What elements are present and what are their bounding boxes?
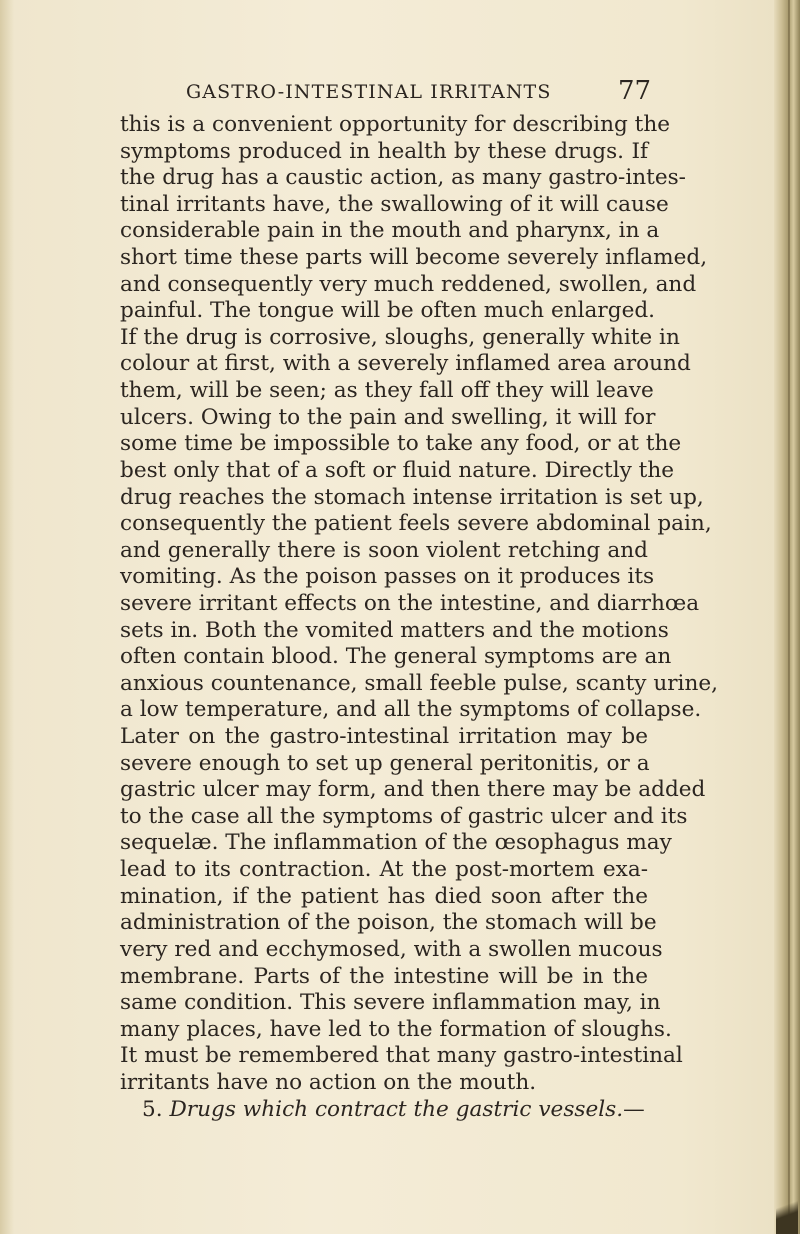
section-heading: Drugs which contract the gastric vessels. (169, 1096, 624, 1122)
section-dash: — (623, 1096, 645, 1122)
text-line: drug reaches the stomach intense irritation is set up, (120, 484, 704, 510)
section-heading-line (120, 1097, 648, 1124)
text-line: this is a convenient opportunity for describing the (120, 112, 671, 137)
text-line: and consequently very much reddened, swollen, and (120, 271, 697, 297)
text-line: very red and ecchymosed, with a swollen mucous (120, 936, 663, 962)
text-line: membrane. Parts of the intestine will be in the (120, 963, 648, 989)
text-line: short time these parts will become severely inflamed, (120, 245, 708, 271)
text-line: symptoms produced in health by these drugs. If (120, 138, 648, 164)
spine-fold-line (788, 0, 790, 1234)
text-line: considerable pain in the mouth and pharynx, in a (120, 218, 660, 244)
text-line: Later on the gastro-intestinal irritation may be (120, 724, 648, 750)
text-line: It must be remembered that many gastro-intestinal (120, 1043, 683, 1069)
text-line: anxious countenance, small feeble pulse, scanty urine, (120, 670, 719, 696)
text-line: many places, have led to the formation of sloughs. (120, 1016, 672, 1042)
text-line: best only that of a soft or fluid nature. Directly the (120, 457, 675, 483)
text-line: mination, if the patient has died soon after the (120, 883, 648, 909)
spine-corner-shadow (776, 1186, 798, 1234)
text-line: administration of the poison, the stomach will be (120, 910, 657, 936)
text-line: lead to its contraction. At the post-mortem exa- (120, 857, 648, 883)
text-line: colour at first, with a severely inflamed area around (120, 351, 691, 377)
text-line: some time be impossible to take any food, or at the (120, 431, 682, 457)
text-line: and generally there is soon violent retching and (120, 537, 648, 563)
body-text (120, 112, 719, 1123)
running-title: GASTRO-INTESTINAL IRRITANTS (186, 81, 552, 103)
text-line: same condition. This severe inflammation may, in (120, 990, 661, 1016)
text-line: severe irritant effects on the intestine, and diarrhœa (120, 590, 700, 616)
text-line: the drug has a caustic action, as many gastro-intes- (120, 165, 686, 191)
section-number: 5. (142, 1096, 163, 1122)
page-number: 77 (618, 76, 652, 106)
text-line: If the drug is corrosive, sloughs, generally white in (120, 324, 680, 350)
text-line: to the case all the symptoms of gastric ulcer and its (120, 803, 688, 829)
text-line: sets in. Both the vomited matters and the motions (120, 617, 669, 643)
text-line: tinal irritants have, the swallowing of it will cause (120, 191, 669, 217)
text-line: gastric ulcer may form, and then there may be added (120, 777, 706, 803)
page-header (0, 78, 800, 108)
text-line: severe enough to set up general peritonitis, or a (120, 750, 650, 776)
text-line: ulcers. Owing to the pain and swelling, it will for (120, 404, 656, 430)
text-line: often contain blood. The general symptoms are an (120, 644, 672, 670)
text-line: vomiting. As the poison passes on it produces its (120, 564, 655, 590)
text-line: painful. The tongue will be often much enlarged. (120, 298, 656, 324)
text-line: a low temperature, and all the symptoms of collapse. (120, 697, 702, 723)
text-line: them, will be seen; as they fall off they will leave (120, 378, 654, 404)
left-page-edge (0, 0, 14, 1234)
text-line: irritants have no action on the mouth. (120, 1069, 537, 1095)
text-line: consequently the patient feels severe abdominal pain, (120, 511, 712, 537)
book-spine (774, 0, 800, 1234)
text-line: sequelæ. The inflammation of the œsophagus may (120, 830, 672, 856)
